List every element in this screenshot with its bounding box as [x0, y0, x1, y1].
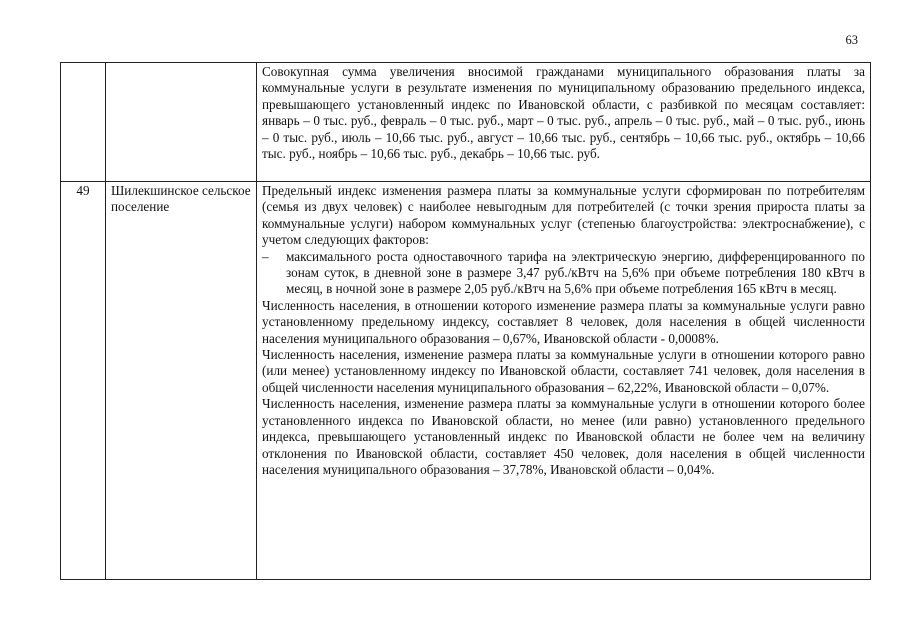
description-cell — [257, 63, 871, 182]
total-increase-paragraph: Совокупная сумма увеличения вносимой гражданами муниципального образования платы за коммунальные услуги в результате изменения по муниципальному образованию предельного индекса, превышающего установленный индекс по Ивановской области, с разбивкой по месяцам составляет: январь – 0 тыс. руб., февраль – 0 тыс. руб., март – 0 тыс. руб., апрель – 0 тыс. руб., май – 0 тыс. руб., июнь – 0 тыс. руб., июль – 10,66 тыс. руб., август – 10,66 тыс. руб., сентябрь – 10,66 тыс. руб., октябрь – 10,66 тыс. руб., ноябрь – 10,66 тыс. руб., декабрь – 10,66 тыс. руб. — [262, 64, 865, 162]
dash-bullet: – — [262, 248, 269, 264]
factor-list-item — [262, 249, 865, 298]
intro-paragraph: Предельный индекс изменения размера платы за коммунальные услуги сформирован по потребителям (семья из двух человек) с наиболее невыгодным для потребителей (с точки зрения прироста платы за коммунальные услуги) набором коммунальных услуг (степенью благоустройства: электроснабжение), с учетом следующих факторов: — [262, 183, 865, 248]
row-number-cell — [61, 63, 106, 182]
description-cell — [257, 182, 871, 580]
factor-text: максимального роста одноставочного тарифа на электрическую энергию, дифференцированного по зонам суток, в дневной зоне в размере 3,47 руб./кВтч на 5,6% при объеме потребления 180 кВтч в месяц, в ночной зоне в размере 2,05 руб./кВтч на 5,6% при объеме потребления 165 кВтч в месяц. — [286, 248, 865, 297]
population-paragraph-2: Численность населения, изменение размера платы за коммунальные услуги в отношении которого равно (или менее) установленному индексу по Ивановской области, составляет 741 человек, доля населения в общей численности населения муниципального образования – 62,22%, Ивановской области – 0,07%. — [262, 347, 865, 395]
municipality-name-cell: Шилекшинское сельское поселение — [106, 182, 257, 580]
municipal-index-table — [60, 62, 871, 580]
municipality-name-cell — [106, 63, 257, 182]
row-number-cell: 49 — [61, 182, 106, 580]
population-paragraph-1: Численность населения, в отношении которого изменение размера платы за коммунальные услуги равно установленному предельному индексу, составляет 8 человек, доля населения в общей численности населения муниципального образования – 0,67%, Ивановской области - 0,0008%. — [262, 297, 865, 346]
table-row — [61, 63, 871, 182]
page-number: 63 — [845, 33, 858, 47]
population-paragraph-3: Численность населения, изменение размера платы за коммунальные услуги в отношении которого более установленного индекса по Ивановской области, но менее (или равно) установленного предельного индекса, превышающего установленный индекс по Ивановской области не более чем на величину отклонения по Ивановской области, составляет 450 человек, доля населения в общей численности населения муниципального образования – 37,78%, Ивановской области – 0,04%. — [262, 396, 865, 477]
table-row — [61, 182, 871, 580]
